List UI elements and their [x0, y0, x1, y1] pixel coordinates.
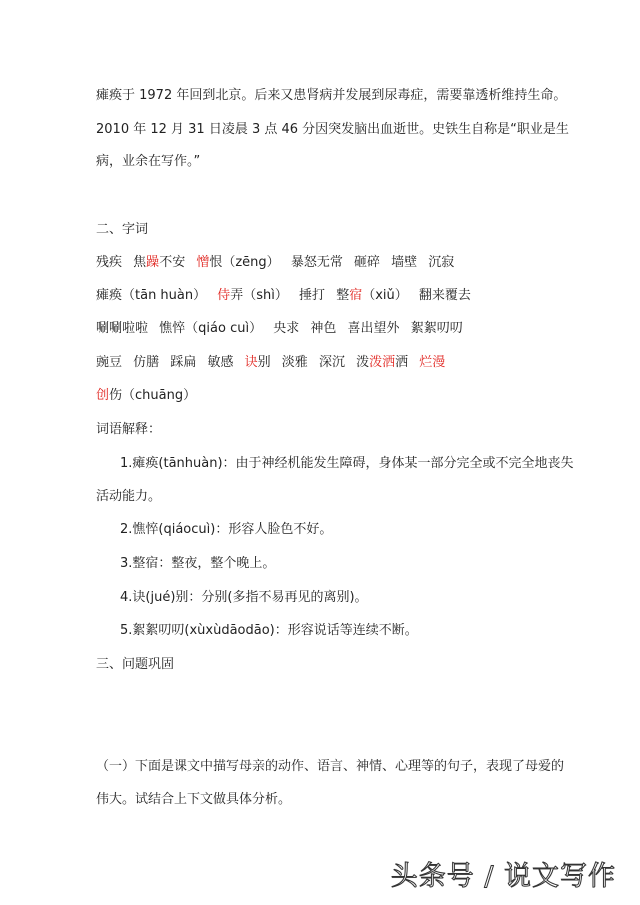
- definition-item-continued: 活动能力。: [96, 489, 162, 504]
- definition-item: 4.诀(jué)别：分别(多指不易再见的离别)。: [120, 590, 368, 605]
- vocab-word: 深沉: [318, 355, 345, 370]
- bio-line-1: 瘫痪于 1972 年回到北京。后来又患肾病并发展到尿毒症，需要靠透析维持生命。: [96, 88, 567, 103]
- vocab-row-5: [96, 386, 196, 406]
- vocab-word: 唰唰啦啦: [96, 321, 149, 336]
- vocab-row-3: [96, 319, 463, 339]
- question-line-1: （一）下面是课文中描写母亲的动作、语言、神情、心理等的句子，表现了母爱的: [96, 759, 565, 774]
- vocab-word: 絮絮叨叨: [410, 321, 463, 336]
- vocab-word: 敏感: [207, 355, 234, 370]
- vocab-word: 央求: [273, 321, 300, 336]
- vocab-word: 烂漫: [419, 355, 446, 370]
- highlight-char: 憎: [196, 255, 210, 270]
- vocab-word: 墙壁: [391, 255, 418, 270]
- vocab-row-4: [96, 353, 445, 373]
- vocab-word: 沉寂: [428, 255, 455, 270]
- highlight-char: 宿: [349, 288, 363, 303]
- vocab-word: 豌豆: [96, 355, 123, 370]
- highlight-char: 创: [96, 388, 110, 403]
- highlight-char: 侍: [217, 288, 231, 303]
- highlight-char: 躁: [146, 255, 160, 270]
- vocab-row-2: [96, 286, 471, 306]
- vocab-word: 侍弄（shì）: [217, 288, 288, 303]
- vocab-word: 创伤（chuāng）: [96, 388, 197, 403]
- section-heading-vocab: 二、字词: [96, 222, 149, 237]
- watermark: 头条号 / 说文写作: [390, 861, 616, 892]
- vocab-word: 淡雅: [281, 355, 308, 370]
- highlight-char: 泼洒: [369, 355, 396, 370]
- vocab-word: 瘫痪（tān huàn）: [96, 288, 207, 303]
- vocab-word: 残疾: [96, 255, 123, 270]
- bio-line-3: 病，业余在写作。”: [96, 154, 201, 169]
- vocab-word: 暴怒无常: [290, 255, 343, 270]
- section-heading-questions: 三、问题巩固: [96, 657, 175, 672]
- bio-line-2: 2010 年 12 月 31 日凌晨 3 点 46 分因突发脑出血逝世。史铁生自称是“职业是生: [96, 122, 569, 137]
- question-line-2: 伟大。试结合上下文做具体分析。: [96, 792, 292, 807]
- vocab-word: 神色: [310, 321, 337, 336]
- definition-item: 2.憔悴(qiáocuì)：形容人脸色不好。: [120, 522, 333, 537]
- vocab-word: 仿膳: [133, 355, 160, 370]
- definition-item: 3.整宿：整夜，整个晚上。: [120, 556, 276, 571]
- vocab-word: 捶打: [299, 288, 326, 303]
- vocab-word: 泼泼洒洒: [356, 355, 409, 370]
- vocab-word: 憔悴（qiáo cuì）: [159, 321, 263, 336]
- definitions-heading: 词语解释：: [96, 422, 162, 437]
- vocab-word: 踩扁: [170, 355, 197, 370]
- vocab-row-1: [96, 253, 454, 273]
- vocab-word: 诀别: [244, 355, 271, 370]
- vocab-word: 翻来覆去: [418, 288, 471, 303]
- vocab-word: 砸碎: [353, 255, 380, 270]
- vocab-word: 喜出望外: [347, 321, 400, 336]
- vocab-word: 整宿（xiǔ）: [336, 288, 408, 303]
- definition-item: 5.絮絮叨叨(xùxùdāodāo)：形容说话等连续不断。: [120, 623, 418, 638]
- definition-item: 1.瘫痪(tānhuàn)：由于神经机能发生障碍，身体某一部分完全或不完全地丧失: [120, 456, 574, 471]
- vocab-word: 憎恨（zēng）: [196, 255, 280, 270]
- highlight-char: 诀: [244, 355, 258, 370]
- vocab-word: 焦躁不安: [133, 255, 186, 270]
